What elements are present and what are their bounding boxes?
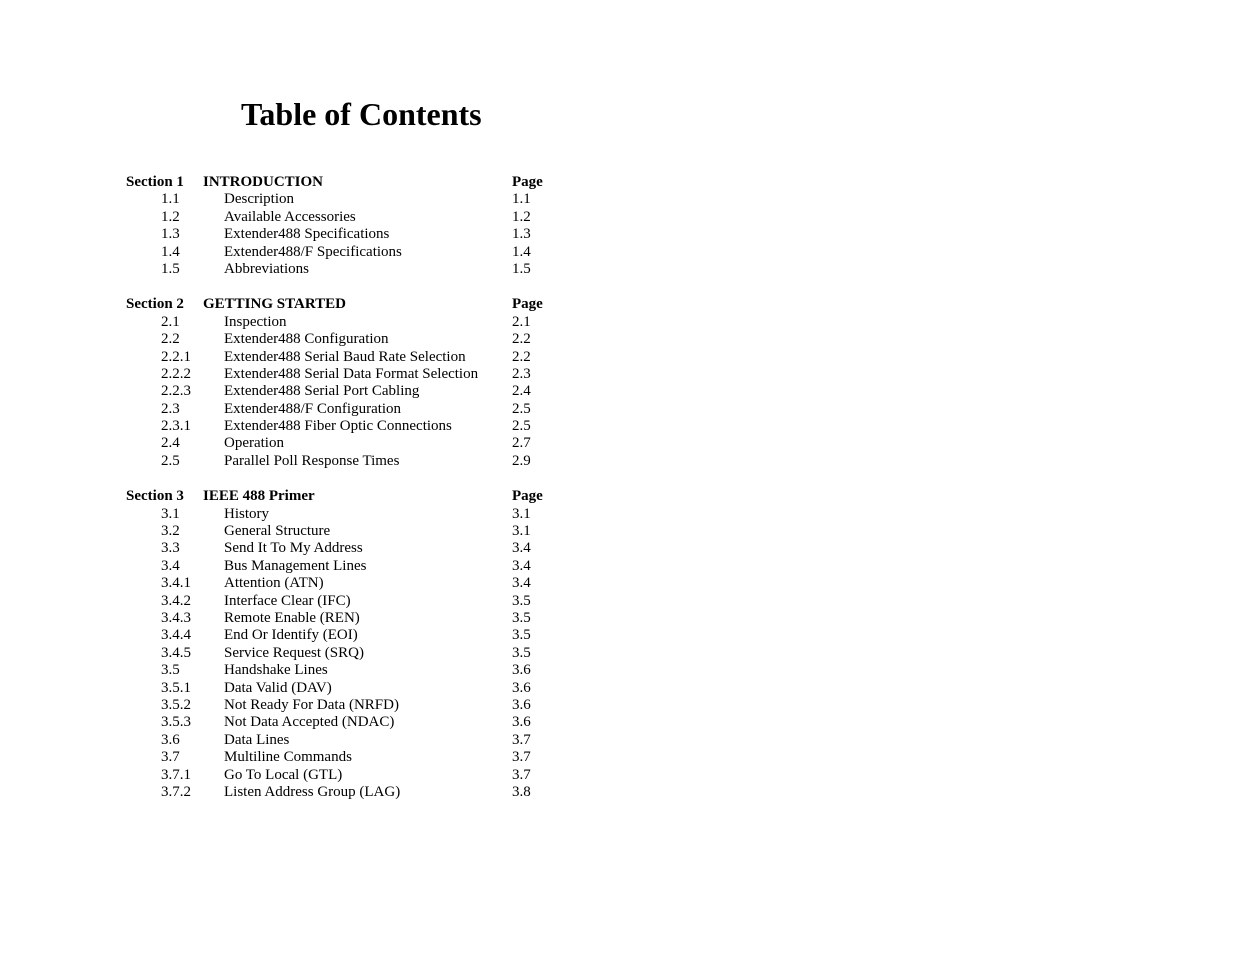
entry-page: 2.5 [512, 418, 531, 435]
entry-page: 3.5 [512, 627, 531, 644]
entry-number: 1.1 [161, 191, 180, 208]
entry-number: 3.4.5 [161, 644, 191, 661]
entry-title: Data Lines [224, 731, 290, 748]
toc-entry[interactable] [126, 401, 586, 418]
toc-entry[interactable] [126, 575, 586, 592]
entry-page: 2.2 [512, 331, 531, 348]
section-label: Section 3 [126, 488, 184, 505]
entry-title: Description [224, 191, 294, 208]
entry-page: 3.7 [512, 731, 531, 748]
entry-page: 2.1 [512, 313, 531, 330]
section-title: IEEE 488 Primer [203, 488, 315, 505]
entry-title: Send It To My Address [224, 540, 363, 557]
entry-page: 3.6 [512, 714, 531, 731]
entry-title: Extender488 Specifications [224, 226, 390, 243]
entry-title: Extender488/F Configuration [224, 400, 402, 417]
entry-page: 2.3 [512, 365, 531, 382]
entry-title: Attention (ATN) [224, 575, 324, 592]
entry-title: Available Accessories [224, 208, 356, 225]
toc-entry[interactable] [126, 209, 586, 226]
entry-title: Parallel Poll Response Times [224, 452, 400, 469]
toc-entry[interactable] [126, 714, 586, 731]
entry-page: 1.1 [512, 191, 531, 208]
entry-title: Not Ready For Data (NRFD) [224, 696, 399, 713]
toc-entry[interactable] [126, 523, 586, 540]
page-column-header: Page [512, 488, 543, 505]
entry-title: Extender488 Configuration [224, 331, 389, 348]
section-label: Section 1 [126, 174, 184, 190]
toc-section-2 [126, 296, 586, 470]
toc-entry[interactable] [126, 331, 586, 348]
entry-number: 3.4.1 [161, 575, 191, 592]
toc-entry[interactable] [126, 435, 586, 452]
toc-entry[interactable] [126, 784, 586, 801]
entry-page: 3.7 [512, 749, 531, 766]
entry-number: 2.2.3 [161, 383, 191, 400]
entry-number: 3.7.1 [161, 766, 191, 783]
entry-number: 3.4.4 [161, 627, 191, 644]
entry-number: 2.3 [161, 400, 180, 417]
entry-number: 1.2 [161, 208, 180, 225]
toc-entry[interactable] [126, 244, 586, 261]
entry-number: 3.5.3 [161, 714, 191, 731]
toc-entry[interactable] [126, 749, 586, 766]
entry-title: Extender488 Serial Baud Rate Selection [224, 348, 466, 365]
entry-page: 2.7 [512, 435, 531, 452]
entry-page: 3.7 [512, 766, 531, 783]
toc-entry[interactable] [126, 645, 586, 662]
entry-page: 3.6 [512, 679, 531, 696]
section-title: INTRODUCTION [203, 174, 324, 190]
toc-entry[interactable] [126, 366, 586, 383]
entry-title: Go To Local (GTL) [224, 766, 343, 783]
toc-entry[interactable] [126, 349, 586, 366]
entry-page: 3.8 [512, 783, 531, 800]
entry-number: 3.5.2 [161, 696, 191, 713]
section-title: GETTING STARTED [203, 296, 346, 313]
section-header [126, 488, 586, 505]
toc-entry[interactable] [126, 453, 586, 470]
entry-page: 3.6 [512, 662, 531, 679]
toc-entry[interactable] [126, 627, 586, 644]
entry-title: History [224, 505, 269, 522]
entry-number: 3.4.2 [161, 592, 191, 609]
entry-page: 3.5 [512, 592, 531, 609]
entry-page: 1.3 [512, 226, 531, 243]
entry-page: 2.2 [512, 348, 531, 365]
entry-number: 2.2.2 [161, 365, 191, 382]
toc-entry[interactable] [126, 767, 586, 784]
entry-number: 3.5.1 [161, 679, 191, 696]
entry-page: 2.4 [512, 383, 531, 400]
entry-title: Inspection [224, 313, 287, 330]
entry-page: 3.5 [512, 609, 531, 626]
entry-title: Abbreviations [224, 260, 309, 277]
entry-number: 3.7.2 [161, 783, 191, 800]
entry-title: Operation [224, 435, 284, 452]
entry-number: 1.3 [161, 226, 180, 243]
entry-number: 1.5 [161, 260, 180, 277]
entry-title: End Or Identify (EOI) [224, 627, 358, 644]
toc-entry[interactable] [126, 662, 586, 679]
page-column-header: Page [512, 174, 543, 190]
toc-entry[interactable] [126, 697, 586, 714]
entry-number: 3.1 [161, 505, 180, 522]
toc-section-1 [126, 174, 586, 278]
entry-title: Data Valid (DAV) [224, 679, 332, 696]
entry-number: 3.4 [161, 557, 180, 574]
entry-title: Extender488 Fiber Optic Connections [224, 418, 452, 435]
entry-number: 3.5 [161, 662, 180, 679]
toc-entry[interactable] [126, 732, 586, 749]
page-column-header: Page [512, 296, 543, 313]
entry-number: 2.3.1 [161, 418, 191, 435]
toc-entry[interactable] [126, 610, 586, 627]
entry-number: 3.4.3 [161, 609, 191, 626]
entry-page: 3.6 [512, 696, 531, 713]
entry-number: 3.6 [161, 731, 180, 748]
entry-title: Handshake Lines [224, 662, 328, 679]
toc-entry[interactable] [126, 593, 586, 610]
page-title: Table of Contents [241, 96, 482, 132]
toc-entry[interactable] [126, 261, 586, 278]
entry-page: 2.5 [512, 400, 531, 417]
toc-entry[interactable] [126, 314, 586, 331]
toc-entry[interactable] [126, 680, 586, 697]
entry-title: Bus Management Lines [224, 557, 367, 574]
entry-number: 2.2.1 [161, 348, 191, 365]
entry-page: 3.4 [512, 575, 531, 592]
toc-entry[interactable] [126, 558, 586, 575]
toc-entry[interactable] [126, 418, 586, 435]
entry-page: 3.1 [512, 505, 531, 522]
toc-section-3 [126, 488, 586, 801]
entry-title: Remote Enable (REN) [224, 609, 360, 626]
table-of-contents [126, 174, 586, 819]
entry-page: 3.5 [512, 644, 531, 661]
entry-page: 3.4 [512, 557, 531, 574]
entry-page: 1.2 [512, 208, 531, 225]
entry-number: 3.2 [161, 523, 180, 540]
toc-entry[interactable] [126, 226, 586, 243]
entry-title: Listen Address Group (LAG) [224, 783, 401, 800]
entry-page: 1.4 [512, 243, 531, 260]
entry-number: 3.3 [161, 540, 180, 557]
section-header [126, 174, 586, 191]
toc-entry[interactable] [126, 191, 586, 208]
toc-entry[interactable] [126, 506, 586, 523]
entry-title: Service Request (SRQ) [224, 644, 364, 661]
toc-entry[interactable] [126, 383, 586, 400]
entry-page: 3.4 [512, 540, 531, 557]
entry-page: 2.9 [512, 452, 531, 469]
entry-title: Multiline Commands [224, 749, 352, 766]
entry-title: Interface Clear (IFC) [224, 592, 351, 609]
entry-number: 2.4 [161, 435, 180, 452]
entry-page: 1.5 [512, 260, 531, 277]
section-label: Section 2 [126, 296, 184, 313]
entry-title: Not Data Accepted (NDAC) [224, 714, 395, 731]
section-header [126, 296, 586, 313]
entry-title: Extender488/F Specifications [224, 243, 402, 260]
toc-entry[interactable] [126, 540, 586, 557]
entry-number: 2.2 [161, 331, 180, 348]
entry-page: 3.1 [512, 523, 531, 540]
entry-title: Extender488 Serial Port Cabling [224, 383, 420, 400]
entry-number: 1.4 [161, 243, 180, 260]
entry-number: 3.7 [161, 749, 180, 766]
entry-number: 2.5 [161, 452, 180, 469]
entry-title: Extender488 Serial Data Format Selection [224, 365, 479, 382]
entry-title: General Structure [224, 523, 331, 540]
entry-number: 2.1 [161, 313, 180, 330]
